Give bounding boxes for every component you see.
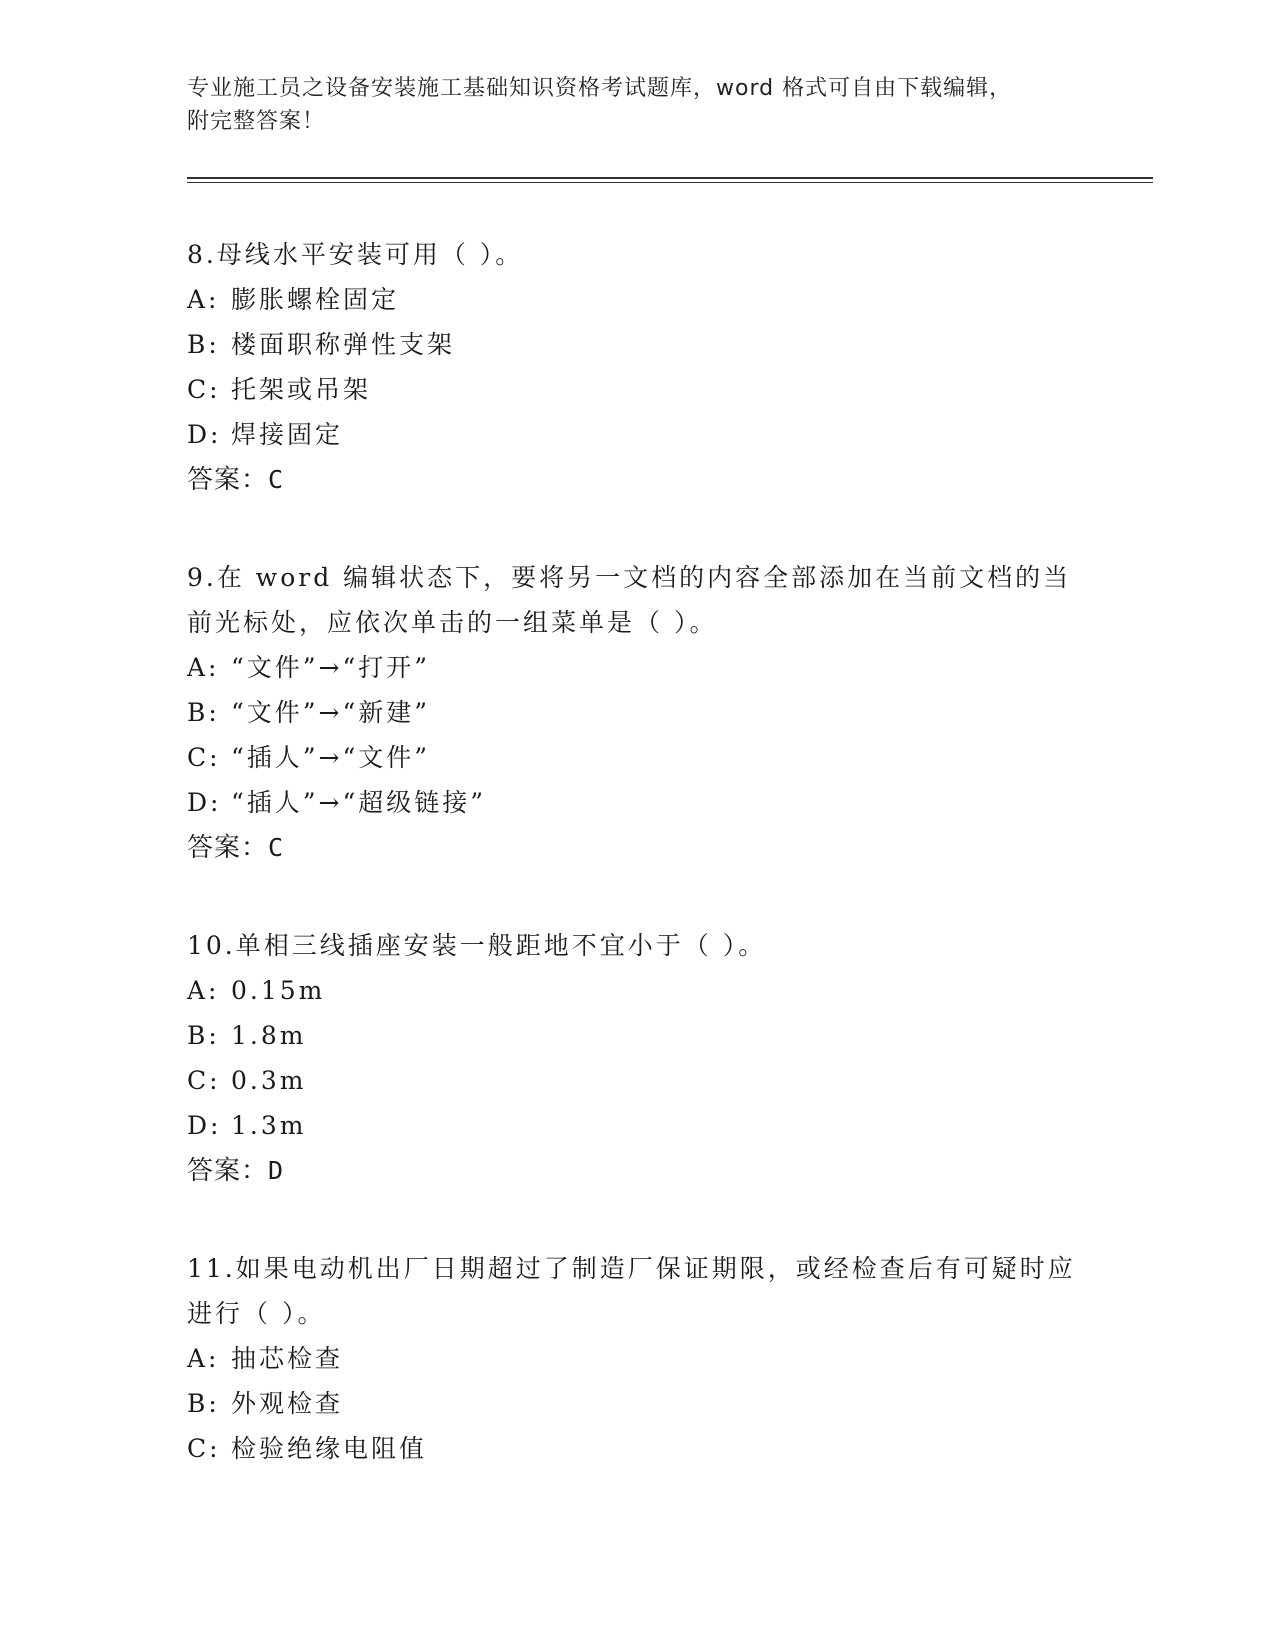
question-list — [187, 232, 1087, 1523]
option-a — [187, 1336, 1087, 1381]
question-9 — [187, 555, 1087, 871]
option-key: C: — [187, 1066, 221, 1095]
answer-value: C — [268, 465, 285, 494]
option-c — [187, 367, 1087, 412]
option-text: 焊接固定 — [231, 420, 344, 449]
answer-line — [187, 457, 1087, 503]
option-text: “插人”→“文件” — [231, 743, 431, 772]
option-key: C: — [187, 375, 221, 404]
option-text: 膨胀螺栓固定 — [231, 285, 400, 314]
option-a — [187, 968, 1087, 1013]
answer-label: 答案： — [187, 465, 269, 495]
document-header — [187, 72, 1087, 138]
option-key: D: — [187, 420, 222, 449]
option-text: 1.3m — [231, 1111, 307, 1140]
option-text: “文件”→“打开” — [231, 653, 431, 682]
option-key: B: — [187, 330, 220, 359]
option-key: A: — [187, 653, 220, 682]
question-8 — [187, 232, 1087, 503]
option-text: 托架或吊架 — [231, 375, 372, 404]
answer-label: 答案： — [187, 833, 269, 863]
option-d — [187, 780, 1087, 825]
option-key: A: — [187, 1344, 220, 1373]
question-stem: 11.如果电动机出厂日期超过了制造厂保证期限，或经检查后有可疑时应进行（ ）。 — [187, 1254, 1076, 1328]
option-text: 楼面职称弹性支架 — [231, 330, 456, 359]
option-text: 检验绝缘电阻值 — [231, 1434, 428, 1463]
question-10 — [187, 923, 1087, 1194]
option-c — [187, 1426, 1087, 1471]
option-key: D: — [187, 788, 222, 817]
option-text: “插人”→“超级链接” — [231, 788, 487, 817]
option-key: B: — [187, 1021, 220, 1050]
question-stem: 10.单相三线插座安装一般距地不宜小于（ ）。 — [187, 931, 767, 960]
header-title-line-1: 专业施工员之设备安装施工基础知识资格考试题库，word 格式可自由下载编辑， — [187, 76, 1013, 101]
option-key: C: — [187, 1434, 221, 1463]
option-key: A: — [187, 976, 220, 1005]
option-c — [187, 735, 1087, 780]
option-key: C: — [187, 743, 221, 772]
option-c — [187, 1058, 1087, 1103]
option-a — [187, 645, 1087, 690]
option-b — [187, 1013, 1087, 1058]
answer-line — [187, 825, 1087, 871]
option-text: 外观检查 — [231, 1389, 344, 1418]
option-text: “文件”→“新建” — [231, 698, 431, 727]
answer-value: D — [268, 1156, 285, 1185]
option-key: B: — [187, 1389, 220, 1418]
option-key: D: — [187, 1111, 222, 1140]
header-title-line-2: 附完整答案！ — [187, 109, 326, 134]
header-divider — [187, 177, 1153, 183]
option-d — [187, 412, 1087, 457]
option-b — [187, 1381, 1087, 1426]
question-stem: 8.母线水平安装可用（ ）。 — [187, 240, 524, 269]
option-b — [187, 690, 1087, 735]
option-b — [187, 322, 1087, 367]
option-d — [187, 1103, 1087, 1148]
question-stem: 9.在 word 编辑状态下，要将另一文档的内容全部添加在当前文档的当前光标处，应依次单击的一组菜单是（ ）。 — [187, 563, 1072, 637]
question-11 — [187, 1246, 1087, 1471]
option-key: A: — [187, 285, 220, 314]
option-a — [187, 277, 1087, 322]
option-text: 抽芯检查 — [231, 1344, 344, 1373]
answer-value: C — [268, 833, 285, 862]
answer-label: 答案： — [187, 1156, 269, 1186]
option-text: 0.15m — [231, 976, 326, 1005]
option-text: 1.8m — [231, 1021, 307, 1050]
option-key: B: — [187, 698, 220, 727]
option-text: 0.3m — [231, 1066, 307, 1095]
answer-line — [187, 1148, 1087, 1194]
